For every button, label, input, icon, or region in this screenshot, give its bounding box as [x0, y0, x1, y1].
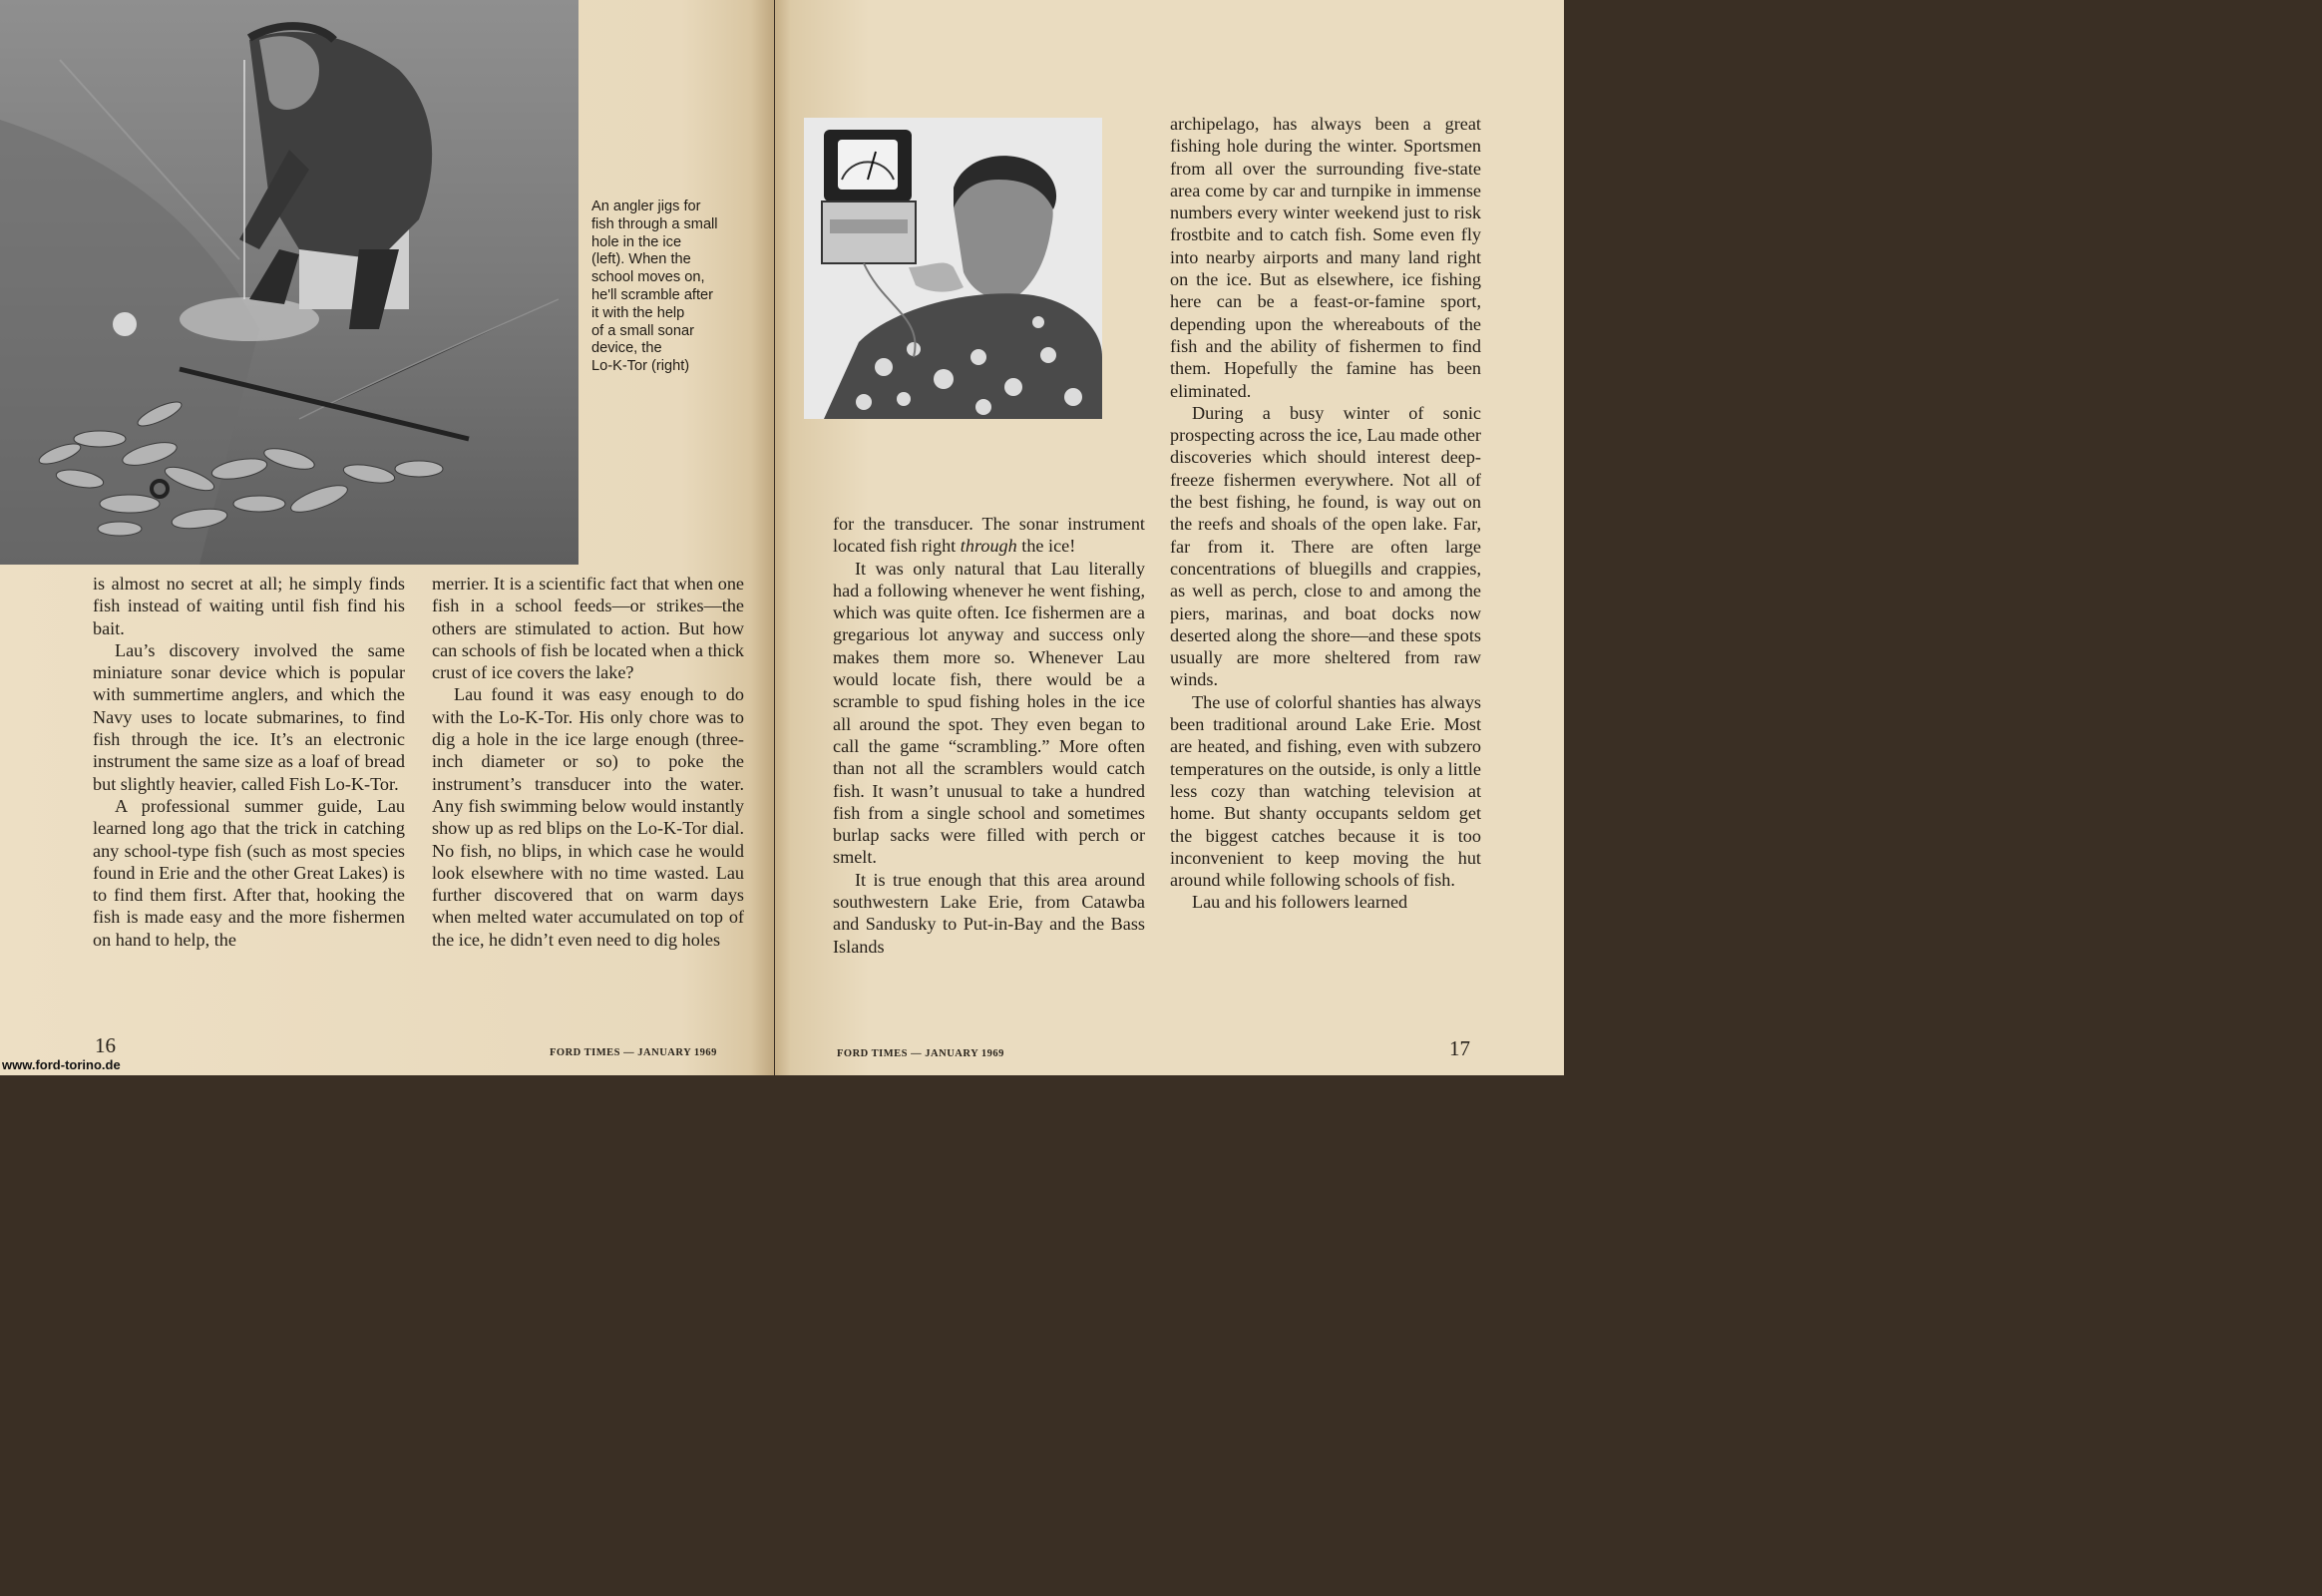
paragraph: It was only natural that Lau literally had a following whenever he went fishing, which was quite often. Ice fishermen are a gregarious lot anyway and success only makes them more so. Whenever Lau would locate fish, there would be a scramble to spud fishing holes in the ice all around the spot. They even began to call the game “scrambling.” More often than not all the scramblers would catch fish. It wasn’t unusual to take a hundred fish from a single school and sometimes burlap sacks were filled with perch or smelt.: [833, 558, 1145, 868]
page-number-right: 17: [1449, 1036, 1470, 1060]
lo-k-tor-photo: [804, 118, 1102, 419]
photo-caption: [591, 199, 718, 376]
caption-line: device, the: [591, 340, 662, 357]
magazine-spread: [0, 0, 1564, 1075]
running-footer-left: FORD TIMES — JANUARY 1969: [550, 1047, 717, 1058]
caption-line: hole in the ice: [591, 233, 682, 250]
paragraph: A professional summer guide, Lau learned long ago that the trick in catching any school-type fish (such as most species found in Erie and the other Great Lakes) is to find them first. After that, hooking the fish is made easy and the more fishermen on hand to help, the: [93, 795, 405, 950]
caption-line: (left). When the: [591, 251, 691, 268]
paragraph: During a busy winter of sonic prospecting across the ice, Lau made other discoveries which should interest deep-freeze fishermen everywhere. Not all of the best fishing, he found, is way out on the reefs and shoals of the open lake. Far, far from it. There are often large concentrations of bluegills and crappies, as well as perch, close to and among the piers, marinas, and boat docks now deserted along the shore—and these spots usually are more sheltered from raw winds.: [1170, 402, 1481, 690]
paragraph: Lau found it was easy enough to do with the Lo-K-Tor. His only chore was to dig a hole in the ice large enough (three-inch diameter or so) to poke the instrument’s transducer into the water. Any fish swimming below would instantly show up as red blips on the Lo-K-Tor dial. No fish, no blips, in which case he would look elsewhere with no time wasted. Lau further discovered that on warm days when melted water accumulated on top of the ice, he didn’t even need to dig holes: [432, 684, 744, 950]
caption-line: of a small sonar: [591, 322, 695, 339]
intro-text: for the transducer. The sonar instrument located fish right: [833, 514, 1145, 557]
page-number-left: 16: [95, 1033, 116, 1057]
paragraph: It is true enough that this area around southwestern Lake Erie, from Catawba and Sandusky to Put-in-Bay and the Bass Islands: [833, 869, 1145, 957]
paragraph: The use of colorful shanties has always been traditional around Lake Erie. Most are heated, and fishing, even with subzero temperatures on the outside, is only a little less cozy than watching television at home. But shanty occupants seldom get the biggest catches because it is too inconvenient to keep moving the hut around while following schools of fish.: [1170, 691, 1481, 891]
caption-line: it with the help: [591, 304, 685, 321]
paragraph: is almost no secret at all; he simply finds fish instead of waiting until fish find his bait.: [93, 574, 405, 638]
caption-line: fish through a small: [591, 215, 718, 232]
paragraph: [833, 513, 1145, 558]
left-column-1: [93, 573, 405, 951]
ice-angler-photo: [0, 0, 579, 565]
paragraph: Lau and his followers learned: [1192, 892, 1408, 913]
caption-line: school moves on,: [591, 269, 705, 286]
right-column-1: [833, 513, 1145, 958]
paragraph: merrier. It is a scientific fact that when one fish in a school feeds—or strikes—the others are stimulated to action. But how can schools of fish be located when a thick crust of ice covers the lake?: [432, 574, 744, 683]
running-footer-right: FORD TIMES — JANUARY 1969: [837, 1048, 1004, 1059]
watermark: www.ford-torino.de: [2, 1057, 121, 1072]
paragraph: Lau’s discovery involved the same miniature sonar device which is popular with summertime anglers, and which the Navy uses to locate submarines, to find fish through the ice. It’s an electronic instrument the same size as a loaf of bread but slightly heavier, called Fish Lo-K-Tor.: [93, 639, 405, 794]
caption-line: he'll scramble after: [591, 286, 714, 303]
intro-text-end: the ice!: [1016, 536, 1076, 557]
left-page: [0, 0, 774, 1075]
left-column-2: [432, 573, 744, 951]
right-page: [775, 0, 1564, 1075]
paragraph: archipelago, has always been a great fishing hole during the winter. Sportsmen from all over the surrounding five-state area come by car and turnpike in immense numbers every winter weekend just to risk frostbite and to catch fish. Some even fly into nearby airports and many land right on the ice. But as elsewhere, ice fishing here can be a feast-or-famine sport, depending upon the whereabouts of the fish and the ability of fishermen to find them. Hopefully the famine has been eliminated.: [1170, 114, 1481, 401]
caption-line: Lo-K-Tor (right): [591, 358, 690, 375]
emphasis: through: [960, 536, 1017, 557]
caption-line: An angler jigs for: [591, 199, 701, 214]
right-column-2: [1170, 113, 1481, 914]
